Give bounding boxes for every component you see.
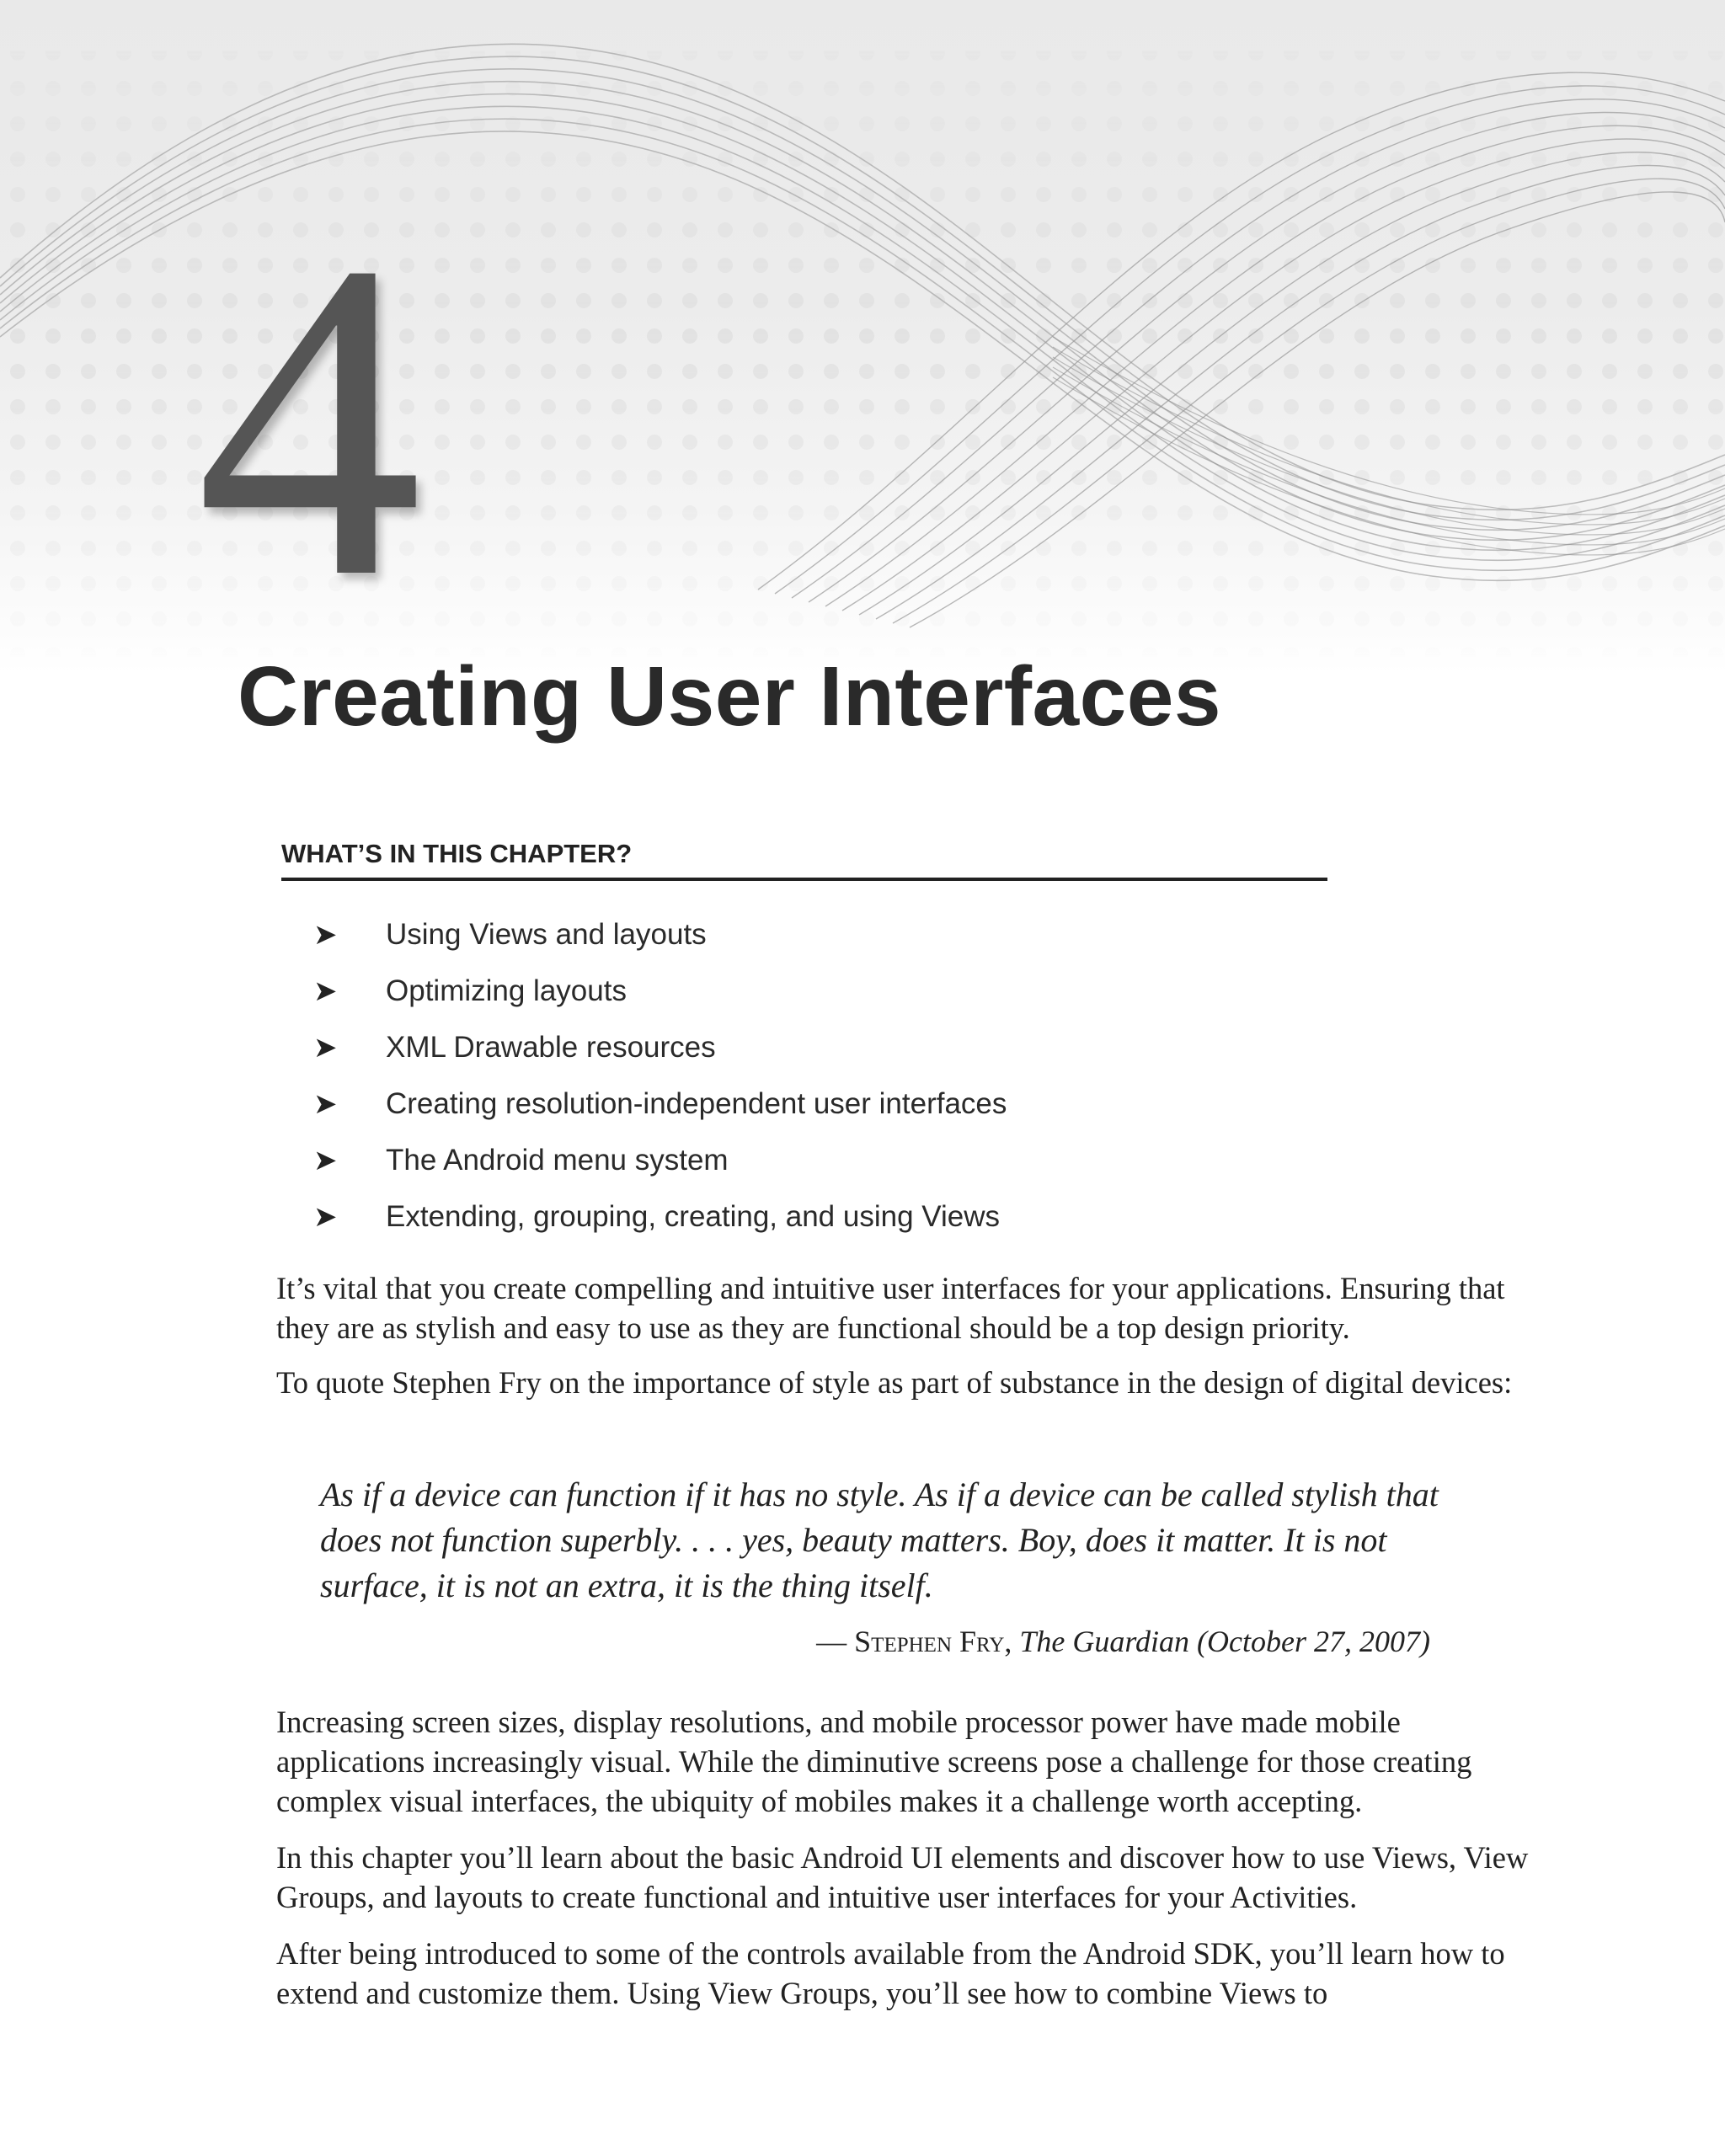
list-item-text: Optimizing layouts: [386, 974, 627, 1007]
list-item-text: Extending, grouping, creating, and using Views: [386, 1199, 1001, 1233]
attribution-dash: —: [816, 1625, 855, 1658]
paragraph-quote-lead: To quote Stephen Fry on the importance of style as part of substance in the design of digital devices:: [276, 1365, 1513, 1400]
arrowhead-bullet-icon: ➤: [313, 918, 338, 951]
arrowhead-bullet-icon: ➤: [313, 1087, 338, 1120]
paragraph-controls: After being introduced to some of the controls available from the Android SDK, you’ll learn how to extend and customize them. Using View Groups, you’ll see how to combine Views to: [276, 1936, 1505, 2010]
chapter-number: 4: [195, 168, 423, 671]
list-item-text: XML Drawable resources: [386, 1030, 716, 1064]
arrowhead-bullet-icon: ➤: [313, 1144, 338, 1177]
whats-in-this-chapter-heading: WHAT’S IN THIS CHAPTER?: [281, 839, 1327, 881]
quote-attribution: [816, 1624, 1430, 1659]
block-quote: As if a device can function if it has no style. As if a device can be called stylish that does not function superbly. . . . yes, beauty matters. Boy, does it matter. It is not surface, it is not an extra, it is the thing itself.: [320, 1476, 1439, 1604]
attribution-author: Stephen Fry: [854, 1625, 1005, 1658]
attribution-separator: ,: [1004, 1625, 1020, 1658]
arrowhead-bullet-icon: ➤: [313, 1031, 338, 1064]
list-item-text: The Android menu system: [386, 1143, 729, 1177]
attribution-source: The Guardian (October 27, 2007): [1019, 1625, 1430, 1658]
list-item: [313, 1132, 1007, 1188]
paragraph-intro: It’s vital that you create compelling and intuitive user interfaces for your applications. Ensuring that they are as stylish and easy to use as they are functional should be a top design priority.: [276, 1271, 1505, 1345]
list-item: [313, 906, 1007, 963]
chapter-topics-list: [313, 906, 1007, 1245]
list-item: [313, 1075, 1007, 1132]
list-item-text: Using Views and layouts: [386, 917, 707, 951]
chapter-title: Creating User Interfaces: [238, 649, 1222, 744]
list-item: [313, 1019, 1007, 1075]
paragraph-chapter-overview: In this chapter you’ll learn about the basic Android UI elements and discover how to use Views, View Groups, and layouts to create functional and intuitive user interfaces for your Activities.: [276, 1840, 1529, 1914]
arrowhead-bullet-icon: ➤: [313, 1200, 338, 1233]
arrowhead-bullet-icon: ➤: [313, 974, 338, 1007]
list-item-text: Creating resolution-independent user interfaces: [386, 1086, 1007, 1120]
list-item: [313, 963, 1007, 1019]
paragraph-screen-sizes: Increasing screen sizes, display resolutions, and mobile processor power have made mobile applications increasingly visual. While the diminutive screens pose a challenge for those creating complex visual interfaces, the ubiquity of mobiles makes it a challenge worth accepting.: [276, 1705, 1472, 1818]
list-item: [313, 1188, 1007, 1245]
